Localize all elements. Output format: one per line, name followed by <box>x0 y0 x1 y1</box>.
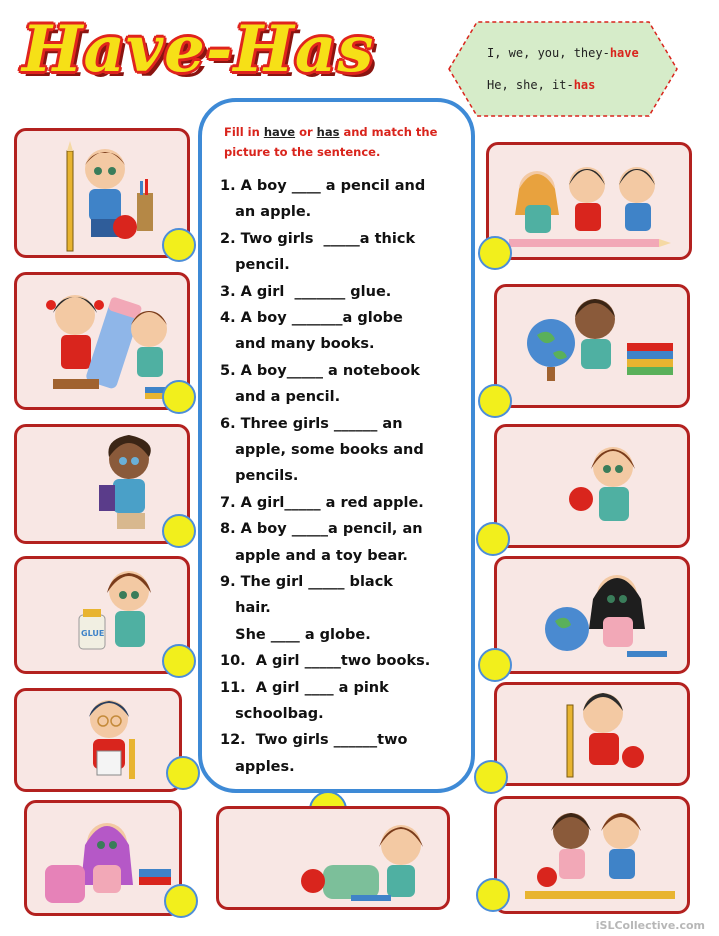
question-line[interactable]: 4. A boy _______a globe <box>220 310 403 326</box>
grammar-rule-box <box>447 20 679 118</box>
picture-card-girl-pink-schoolbag <box>24 800 182 916</box>
question-line[interactable]: 7. A girl_____ a red apple. <box>220 495 424 511</box>
question-line: schoolbag. <box>220 706 324 722</box>
question-line: hair. <box>220 600 271 616</box>
match-dot-right-2[interactable] <box>478 384 512 418</box>
match-dot-left-3[interactable] <box>162 514 196 548</box>
rule-box-shape <box>447 20 679 118</box>
picture-card-three-girls <box>486 142 692 260</box>
picture-card-girl-red-apple <box>494 424 690 548</box>
picture-card-boy-notebook-pencil <box>14 688 182 792</box>
picture-card-boy-globe-books <box>494 284 690 408</box>
question-line: pencils. <box>220 468 299 484</box>
boy-pencil-apple-bear-image <box>497 685 693 783</box>
question-line[interactable]: 5. A boy_____ a notebook <box>220 363 420 379</box>
question-line[interactable]: 3. A girl _______ glue. <box>220 284 392 300</box>
question-line: apple and a toy bear. <box>220 548 408 564</box>
girl-red-apple-image <box>497 427 693 545</box>
question-line: and a pencil. <box>220 389 341 405</box>
worksheet-title: Have-Has <box>22 12 375 87</box>
question-line[interactable]: 6. Three girls ______ an <box>220 416 403 432</box>
match-dot-left-4[interactable] <box>162 644 196 678</box>
question-line[interactable]: She ____ a globe. <box>220 627 371 643</box>
question-line[interactable]: 2. Two girls _____a thick <box>220 231 416 247</box>
picture-card-two-girls-apples <box>494 796 690 914</box>
match-dot-left-6[interactable] <box>164 884 198 918</box>
instructions: Fill in have or has and match the picture to the sentence. <box>224 125 438 159</box>
question-line[interactable]: 12. Two girls ______two <box>220 732 408 748</box>
question-line[interactable]: 8. A boy _____a pencil, an <box>220 521 423 537</box>
match-dot-left-1[interactable] <box>162 228 196 262</box>
exercise-panel <box>198 98 475 793</box>
girl-pink-schoolbag-image <box>27 803 185 913</box>
match-dot-left-2[interactable] <box>162 380 196 414</box>
rule-singular: He, she, it-has <box>487 78 596 92</box>
question-line[interactable]: 1. A boy ____ a pencil and <box>220 178 426 194</box>
two-girls-two-apples-image <box>497 799 693 911</box>
boy-notebook-pencil-image <box>17 691 185 789</box>
question-line: pencil. <box>220 257 290 273</box>
match-dot-left-5[interactable] <box>166 756 200 790</box>
match-dot-right-6[interactable] <box>476 878 510 912</box>
match-dot-right-5[interactable] <box>474 760 508 794</box>
question-line: apples. <box>220 759 295 775</box>
picture-card-boy-pencil-apple-bear <box>494 682 690 786</box>
match-dot-right-1[interactable] <box>478 236 512 270</box>
match-dot-right-4[interactable] <box>478 648 512 682</box>
three-girls-apple-books-image <box>489 145 695 257</box>
match-dot-right-3[interactable] <box>476 522 510 556</box>
picture-card-girl-black-hair-globe <box>494 556 690 674</box>
question-line: apple, some books and <box>220 442 424 458</box>
picture-card-girl-two-books <box>216 806 450 910</box>
watermark: iSLCollective.com <box>595 919 705 932</box>
girl-two-books-image <box>219 809 453 907</box>
rule-plural: I, we, you, they-have <box>487 46 639 60</box>
glue-label: GLUE <box>81 629 105 638</box>
boy-globe-books-image <box>497 287 693 405</box>
question-line[interactable]: 9. The girl _____ black <box>220 574 393 590</box>
question-line[interactable]: 10. A girl _____two books. <box>220 653 431 669</box>
question-line[interactable]: 11. A girl ____ a pink <box>220 680 389 696</box>
question-line: and many books. <box>220 336 375 352</box>
girl-black-hair-globe-image <box>497 559 693 671</box>
question-line: an apple. <box>220 204 312 220</box>
